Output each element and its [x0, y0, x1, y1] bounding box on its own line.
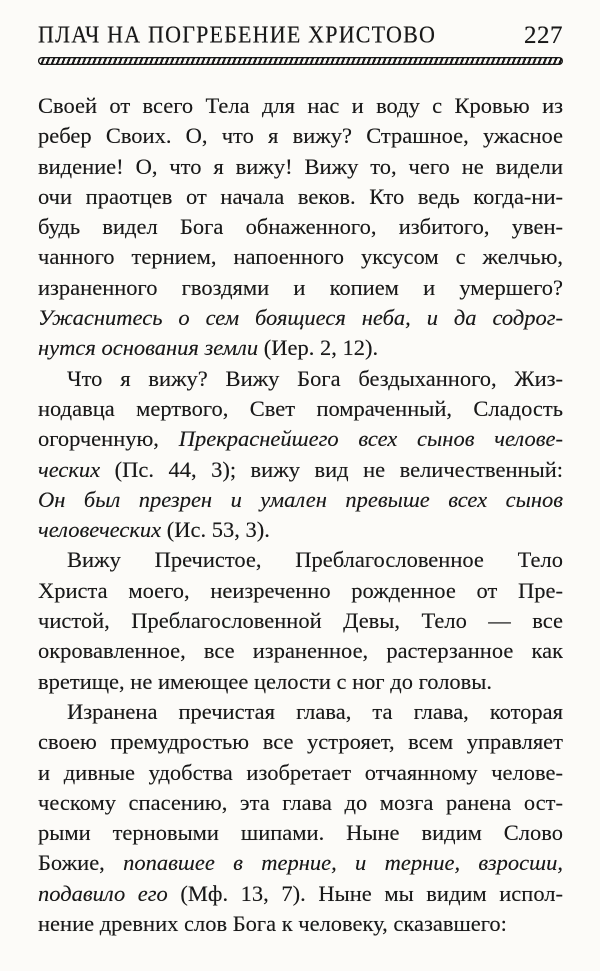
- text-run: чанного тернием, напоенного уксусом с желчью,: [38, 244, 563, 270]
- page-header: [38, 22, 563, 50]
- text-run: своею премудростью все устрояет, всем управляет: [38, 729, 563, 755]
- text-run: (Мф. 13, 7). Ныне мы видим испол-: [180, 880, 563, 906]
- text-run: Божие,: [38, 850, 124, 876]
- text-run: и дивные удобства изобретает отчаянному челове-: [38, 759, 563, 785]
- body-text: [38, 91, 563, 939]
- text-run: (Ис. 53, 3).: [166, 517, 270, 543]
- scripture-quote-run: попавшее в терние, и терние, взросши,: [123, 850, 563, 876]
- text-line: [38, 879, 563, 909]
- text-line: [38, 606, 563, 636]
- scripture-quote-run: Он был презрен и умален превыше всех сынов: [38, 486, 563, 512]
- text-line: [38, 515, 563, 545]
- text-line: [38, 273, 563, 303]
- text-line: [38, 576, 563, 606]
- text-run: огорченную,: [38, 426, 179, 452]
- text-run: рыми терновыми шипами. Ныне видим Слово: [38, 820, 563, 846]
- text-line: [38, 636, 563, 666]
- text-line: [38, 727, 563, 757]
- text-run: видение! О, что я вижу! Вижу то, чего не видели: [38, 153, 563, 179]
- text-line: [38, 424, 563, 454]
- text-run: Своей от всего Тела для нас и воду с Кровью из: [38, 93, 563, 118]
- text-line: [38, 91, 563, 121]
- text-run: чистой, Преблагословенной Девы, Тело — все: [38, 608, 563, 634]
- text-run: Что я вижу? Вижу Бога бездыханного, Жиз-: [67, 365, 563, 391]
- text-run: вретище, не имеющее целости с ног до головы.: [38, 668, 493, 694]
- text-run: ческому спасению, эта глава до мозга ранена ост-: [38, 789, 563, 815]
- text-line: [38, 152, 563, 182]
- text-line: [38, 667, 563, 697]
- text-line: [38, 364, 563, 394]
- text-line: [38, 909, 563, 939]
- text-run: (Пс. 44, 3); вижу вид не величественный:: [114, 456, 563, 482]
- text-line: [38, 788, 563, 818]
- text-run: очи праотцев от начала веков. Кто ведь когда-ни-: [38, 183, 563, 209]
- text-run: будь видел Бога обнаженного, избитого, увен-: [38, 214, 563, 240]
- text-line: [38, 212, 563, 242]
- page-number: 227: [524, 22, 563, 49]
- text-line: [38, 485, 563, 515]
- text-line: [38, 333, 563, 363]
- text-run: Христа моего, неизреченно рожденное от Пре-: [38, 577, 563, 603]
- text-line: [38, 848, 563, 878]
- text-run: (Иер. 2, 12).: [263, 335, 379, 361]
- page-content: [38, 22, 563, 939]
- text-run: нение древних слов Бога к человеку, сказавшего:: [38, 911, 507, 937]
- text-line: [38, 182, 563, 212]
- text-line: [38, 303, 563, 333]
- text-line: [38, 121, 563, 151]
- text-line: [38, 242, 563, 272]
- text-run: нодавца мертвого, Свет помраченный, Сладость: [38, 395, 563, 421]
- scripture-quote-run: Ужаснитесь о сем боящиеся неба, и да содрог-: [38, 305, 563, 331]
- scripture-quote-run: ческих: [38, 456, 115, 482]
- text-line: [38, 455, 563, 485]
- scripture-quote-run: нутся основания земли: [38, 335, 264, 361]
- text-run: Вижу Пречистое, Преблагословенное Тело: [67, 547, 563, 573]
- text-run: израненного гвоздями и копием и умершего?: [38, 274, 563, 300]
- text-line: [38, 545, 563, 575]
- text-run: окровавленное, все израненное, растерзанное как: [38, 638, 563, 664]
- text-run: ребер Своих. О, что я вижу? Страшное, ужасное: [38, 123, 563, 149]
- text-line: [38, 758, 563, 788]
- scripture-quote-run: Прекраснейшего всех сынов челове-: [178, 426, 563, 452]
- text-line: [38, 697, 563, 727]
- scripture-quote-run: человеческих: [38, 517, 167, 543]
- header-divider-rule: [38, 57, 563, 65]
- scripture-quote-run: подавило его: [38, 880, 181, 906]
- text-run: Изранена пречистая глава, та глава, которая: [67, 698, 563, 724]
- running-title: ПЛАЧ НА ПОГРЕБЕНИЕ ХРИСТОВО: [38, 20, 437, 48]
- text-line: [38, 818, 563, 848]
- text-line: [38, 394, 563, 424]
